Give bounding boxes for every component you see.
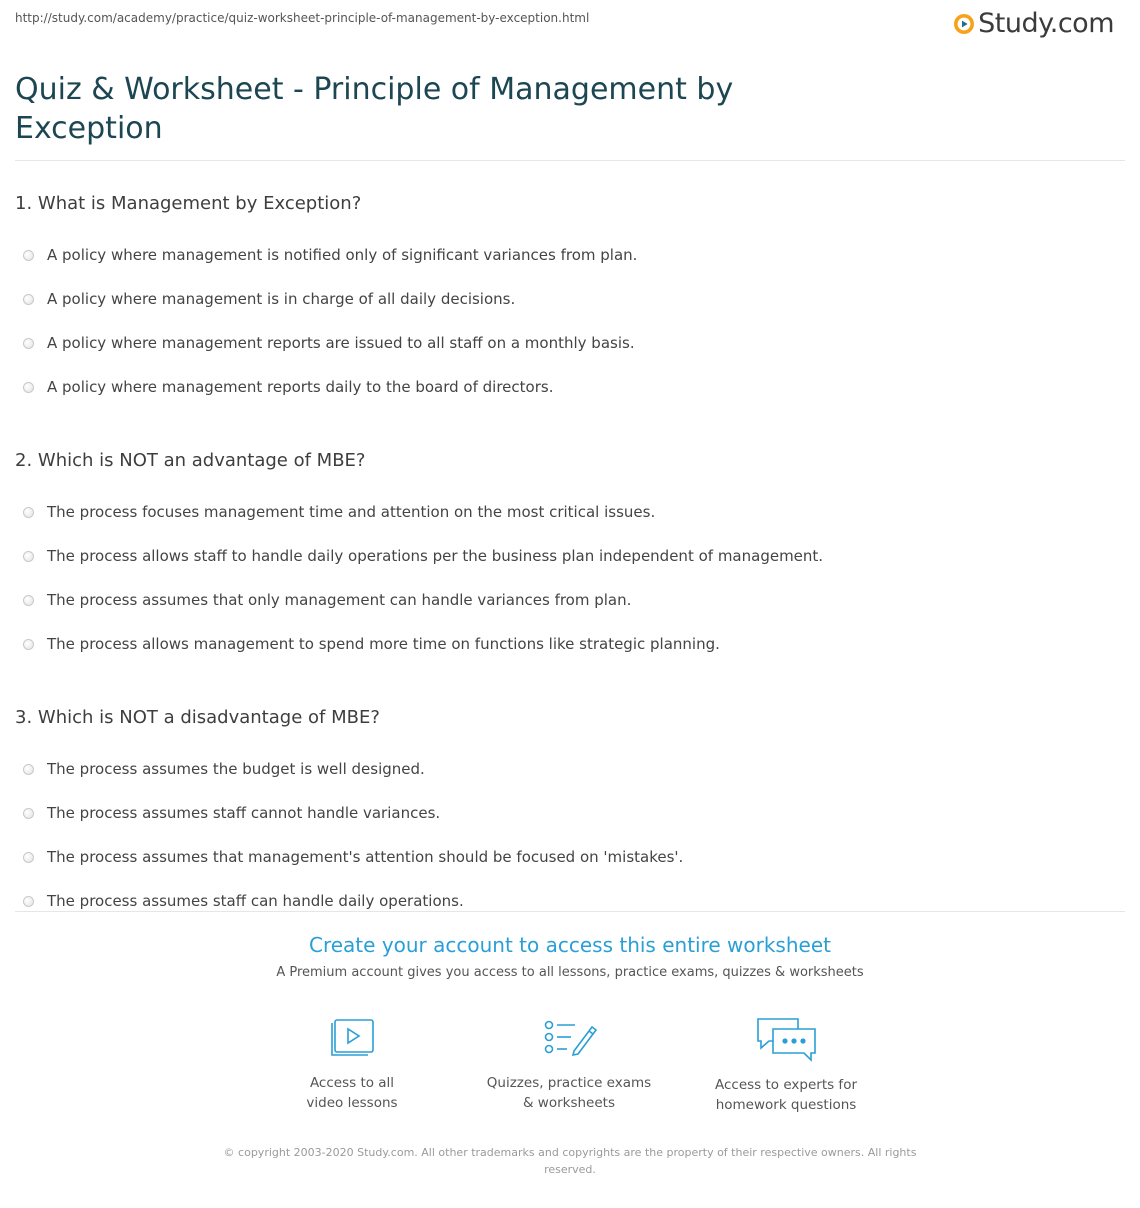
answer-option[interactable] (15, 365, 1125, 409)
page-title (15, 70, 815, 148)
study-logo[interactable] (953, 10, 1114, 38)
radio-button[interactable] (23, 595, 34, 606)
radio-button[interactable] (23, 338, 34, 349)
radio-button[interactable] (23, 294, 34, 305)
copyright-notice: © copyright 2003-2020 Study.com. All other trademarks and copyrights are the property of their respective owners. All rights reserved. (223, 1146, 917, 1176)
question-1 (15, 192, 1125, 409)
question-title: 3. Which is NOT a disadvantage of MBE? (15, 707, 380, 728)
chat-bubbles-icon (753, 1015, 819, 1065)
feature-video-lessons (242, 1015, 462, 1113)
feature-line-1: Access to all (309, 1075, 395, 1091)
answer-text: A policy where management is notified only of significant variances from plan. (47, 246, 638, 264)
answer-text: The process assumes that only management can handle variances from plan. (47, 591, 632, 609)
radio-button[interactable] (23, 896, 34, 907)
answer-option[interactable] (15, 490, 1125, 534)
cta-subtitle: A Premium account gives you access to all lessons, practice exams, quizzes & worksheets (276, 965, 864, 980)
answer-option[interactable] (15, 879, 1125, 923)
answer-text: A policy where management reports are issued to all staff on a monthly basis. (47, 334, 635, 352)
answer-text: The process assumes that management's attention should be focused on 'mistakes'. (47, 848, 684, 866)
video-lessons-icon (324, 1015, 380, 1063)
logo-text: Study.com (978, 8, 1114, 39)
quiz-list-icon (539, 1015, 599, 1063)
play-logo-icon (953, 13, 975, 35)
radio-button[interactable] (23, 382, 34, 393)
answer-text: A policy where management reports daily to the board of directors. (47, 378, 554, 396)
answer-option[interactable] (15, 747, 1125, 791)
answer-option[interactable] (15, 578, 1125, 622)
feature-line-1: Quizzes, practice exams (486, 1075, 652, 1091)
answer-text: The process assumes the budget is well designed. (47, 760, 425, 778)
radio-button[interactable] (23, 808, 34, 819)
answer-option[interactable] (15, 534, 1125, 578)
question-title: 2. Which is NOT an advantage of MBE? (15, 450, 366, 471)
page-title-line-2: Exception (15, 111, 163, 146)
feature-line-2: & worksheets (522, 1095, 615, 1111)
title-divider (15, 160, 1125, 161)
question-3 (15, 706, 1125, 923)
radio-button[interactable] (23, 507, 34, 518)
answer-option[interactable] (15, 791, 1125, 835)
page-title-line-1: Quiz & Worksheet - Principle of Management by (15, 72, 734, 107)
radio-button[interactable] (23, 852, 34, 863)
answer-text: The process assumes staff cannot handle variances. (47, 804, 441, 822)
answer-text: A policy where management is in charge of all daily decisions. (47, 290, 516, 308)
answer-text: The process allows staff to handle daily operations per the business plan independent of management. (47, 547, 824, 565)
answer-option[interactable] (15, 835, 1125, 879)
top-bar (15, 8, 1125, 43)
feature-quizzes (459, 1015, 679, 1113)
question-2 (15, 449, 1125, 666)
feature-line-2: video lessons (306, 1095, 398, 1111)
answer-option[interactable] (15, 622, 1125, 666)
answer-option[interactable] (15, 321, 1125, 365)
page-url: http://study.com/academy/practice/quiz-worksheet-principle-of-management-by-exception.html (15, 11, 590, 25)
answer-text: The process focuses management time and attention on the most critical issues. (47, 503, 656, 521)
radio-button[interactable] (23, 639, 34, 650)
cta-divider (15, 911, 1125, 912)
answer-option[interactable] (15, 277, 1125, 321)
feature-list (0, 1015, 1140, 1125)
feature-line-1: Access to experts for (714, 1077, 857, 1093)
question-list (15, 192, 1125, 963)
answer-text: The process allows management to spend more time on functions like strategic planning. (47, 635, 720, 653)
feature-experts (676, 1015, 896, 1115)
question-title: 1. What is Management by Exception? (15, 193, 362, 214)
radio-button[interactable] (23, 551, 34, 562)
answer-text: The process assumes staff can handle daily operations. (47, 892, 464, 910)
answer-option[interactable] (15, 233, 1125, 277)
radio-button[interactable] (23, 250, 34, 261)
radio-button[interactable] (23, 764, 34, 775)
feature-line-2: homework questions (715, 1097, 857, 1113)
create-account-link[interactable]: Create your account to access this entire worksheet (309, 933, 831, 957)
